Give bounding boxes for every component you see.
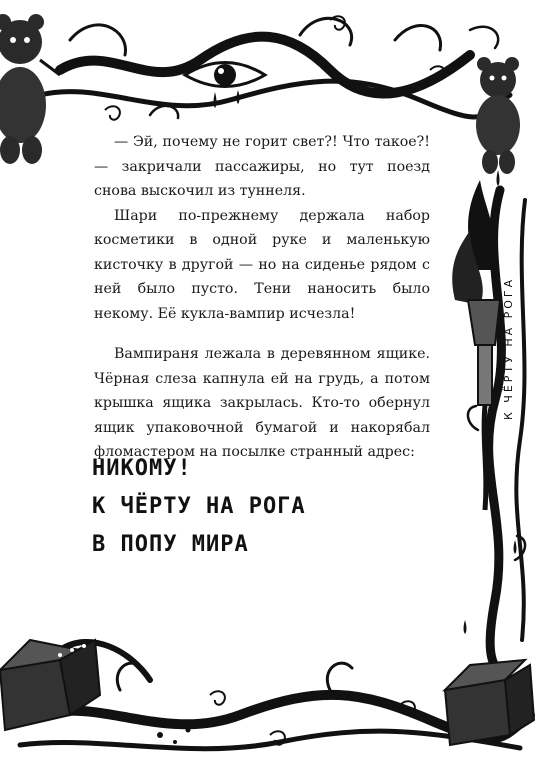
address-line-2: К ЧЁРТУ НА РОГА [92,494,306,519]
address-line-1: НИКОМУ! [92,456,192,481]
address-line-3: В ПОПУ МИРА [92,532,249,557]
vertical-vine-label: К ЧЁРТУ НА РОГА [502,276,515,420]
open-box-icon [445,660,534,745]
paragraph-2: Шари по-прежнему держала набор косметики в одной руке и маленькую кисточку в другой — но на сиденье рядом с ней было пусто. Тени наносить было некому. Её кукла-вампир исчезла! [94,207,430,322]
paragraph-3: Вампираня лежала в деревянном ящике. Чёрная слеза капнула ей на грудь, а потом крышка ящика закрылась. Кто-то обернул ящик упаковочной бумагой и накорябал фломастером на посылке странный адрес: [94,346,430,460]
top-vine-border [40,18,510,118]
paragraph-1: — Эй, почему не горит свет?! Что такое?! — закричали пассажиры, но тут поезд снова выскочил из туннеля. [94,134,430,199]
open-box-icon [0,640,100,730]
teddy-bear-icon [0,14,60,164]
teddy-bear-icon [476,57,520,186]
story-text [94,130,430,465]
parcel-address [92,450,352,564]
